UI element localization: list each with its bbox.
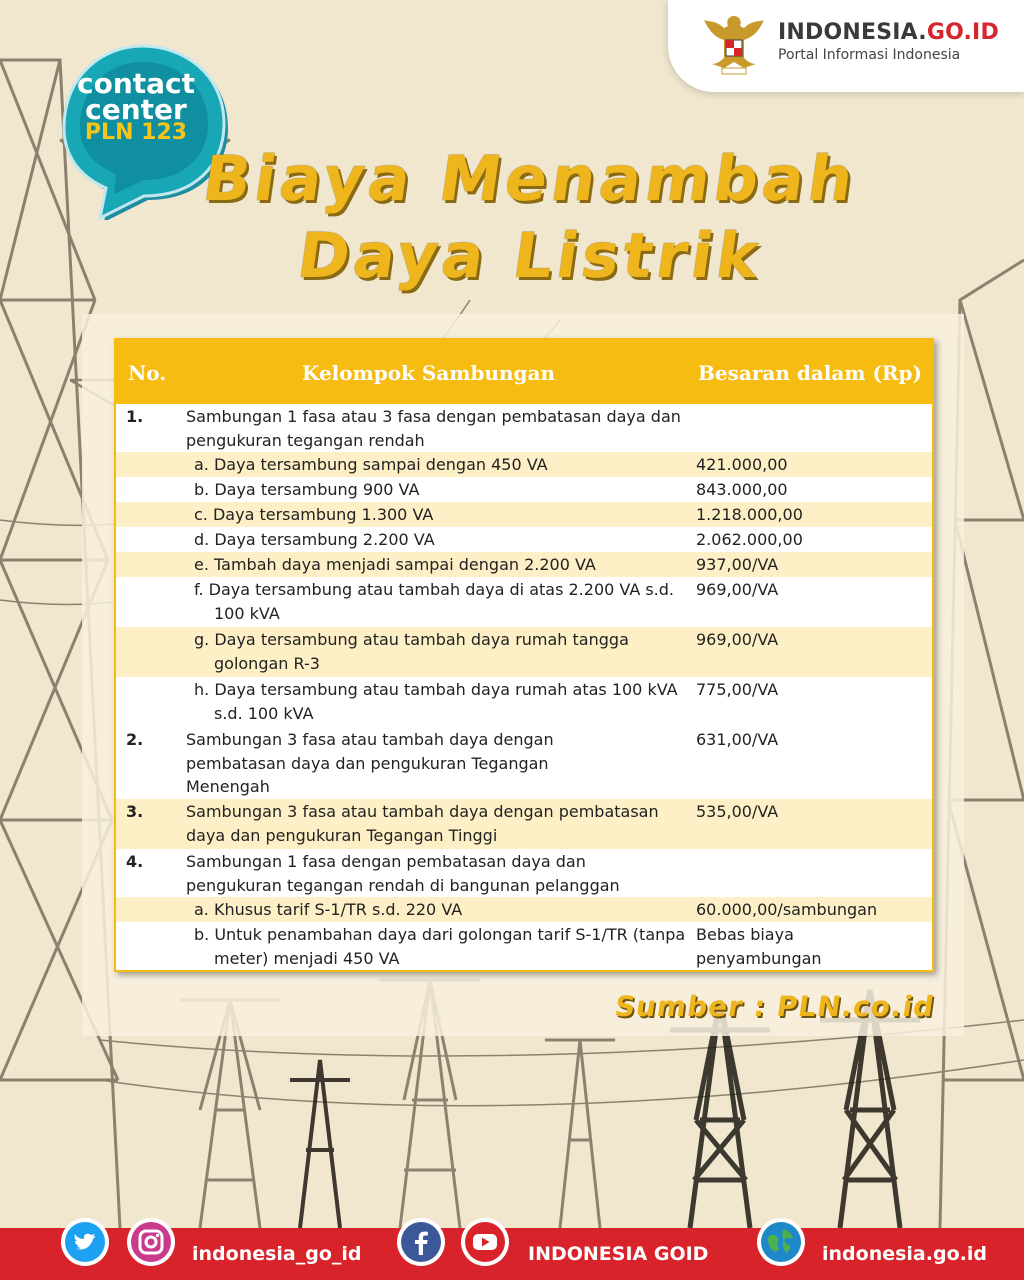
portal-name[interactable]: INDONESIA.GO.ID (778, 20, 999, 45)
row-amount: 775,00/VA (696, 680, 779, 699)
row-number: 2. (126, 730, 144, 749)
row-amount: 60.000,00/sambungan (696, 900, 878, 919)
header-no: No. (128, 361, 167, 385)
row-description: a. Khusus tarif S-1/TR s.d. 220 VA (194, 900, 463, 919)
table-row (116, 849, 932, 897)
row-description: Sambungan 3 fasa atau tambah daya dengan pembatasan daya dan pengukuran Tegangan Menengah (186, 730, 554, 796)
row-description: d. Daya tersambung 2.200 VA (194, 530, 435, 549)
youtube-channel-link[interactable]: INDONESIA GOID (528, 1243, 709, 1265)
row-number: 3. (126, 802, 144, 821)
row-description: Sambungan 1 fasa atau 3 fasa dengan pembatasan daya dan pengukuran tegangan rendah (186, 407, 681, 450)
table-row (116, 502, 932, 527)
row-number: 1. (126, 407, 144, 426)
row-number: 4. (126, 852, 144, 871)
source-credit: Sumber : PLN.co.id (612, 990, 937, 1023)
row-description: g. Daya tersambung atau tambah daya rumah tangga golongan R-3 (194, 630, 629, 673)
contact-center-line1: contact (76, 67, 196, 100)
table-row (116, 404, 932, 452)
instagram-icon[interactable] (126, 1217, 176, 1267)
table-row (116, 552, 932, 577)
row-amount: 937,00/VA (696, 555, 779, 574)
row-description: a. Daya tersambung sampai dengan 450 VA (194, 455, 548, 474)
portal-subtitle: Portal Informasi Indonesia (778, 47, 961, 63)
row-description: c. Daya tersambung 1.300 VA (194, 505, 434, 524)
row-description: Sambungan 1 fasa dengan pembatasan daya dan pengukuran tegangan rendah di bangunan pelanggan (186, 852, 620, 895)
portal-header (668, 0, 1024, 92)
twitter-icon[interactable] (60, 1217, 110, 1267)
row-description: b. Daya tersambung 900 VA (194, 480, 420, 499)
row-amount: 1.218.000,00 (696, 505, 803, 524)
row-amount: 535,00/VA (696, 802, 779, 821)
table-row (116, 897, 932, 922)
table-row (116, 477, 932, 502)
row-description: b. Untuk penambahan daya dari golongan tarif S-1/TR (tanpa meter) menjadi 450 VA (194, 925, 686, 968)
row-amount: 2.062.000,00 (696, 530, 803, 549)
table-row (116, 799, 932, 849)
row-amount: 631,00/VA (696, 730, 779, 749)
table-row (116, 577, 932, 627)
contact-center-line2: center (85, 93, 187, 126)
youtube-icon[interactable] (460, 1217, 510, 1267)
row-amount: 421.000,00 (696, 455, 788, 474)
table-row (116, 452, 932, 477)
facebook-icon[interactable] (396, 1217, 446, 1267)
row-description: f. Daya tersambung atau tambah daya di atas 2.200 VA s.d. 100 kVA (194, 580, 675, 623)
row-amount: 969,00/VA (696, 630, 779, 649)
social-handle-link[interactable]: indonesia_go_id (192, 1243, 362, 1265)
header-group: Kelompok Sambungan (302, 361, 556, 385)
header-amount: Besaran dalam (Rp) (698, 361, 923, 385)
globe-icon[interactable] (756, 1217, 806, 1267)
table-row (116, 627, 932, 677)
table-row (116, 922, 932, 972)
row-amount: 969,00/VA (696, 580, 779, 599)
website-link[interactable]: indonesia.go.id (822, 1243, 987, 1265)
page-title-line2: Daya Listrik (293, 219, 767, 292)
row-amount: Bebas biaya penyambungan (696, 925, 822, 968)
row-description: e. Tambah daya menjadi sampai dengan 2.200 VA (194, 555, 596, 574)
row-description: Sambungan 3 fasa atau tambah daya dengan pembatasan daya dan pengukuran Tegangan Tinggi (186, 802, 659, 845)
tariff-table (114, 338, 934, 972)
row-amount: 843.000,00 (696, 480, 788, 499)
table-row (116, 677, 932, 727)
page-title-line1: Biaya Menambah (198, 142, 862, 215)
contact-center-number: PLN 123 (84, 120, 188, 145)
garuda-emblem-icon (702, 10, 766, 76)
table-row (116, 727, 932, 799)
table-row (116, 527, 932, 552)
row-description: h. Daya tersambung atau tambah daya rumah atas 100 kVA s.d. 100 kVA (194, 680, 678, 723)
table-header (116, 340, 932, 404)
